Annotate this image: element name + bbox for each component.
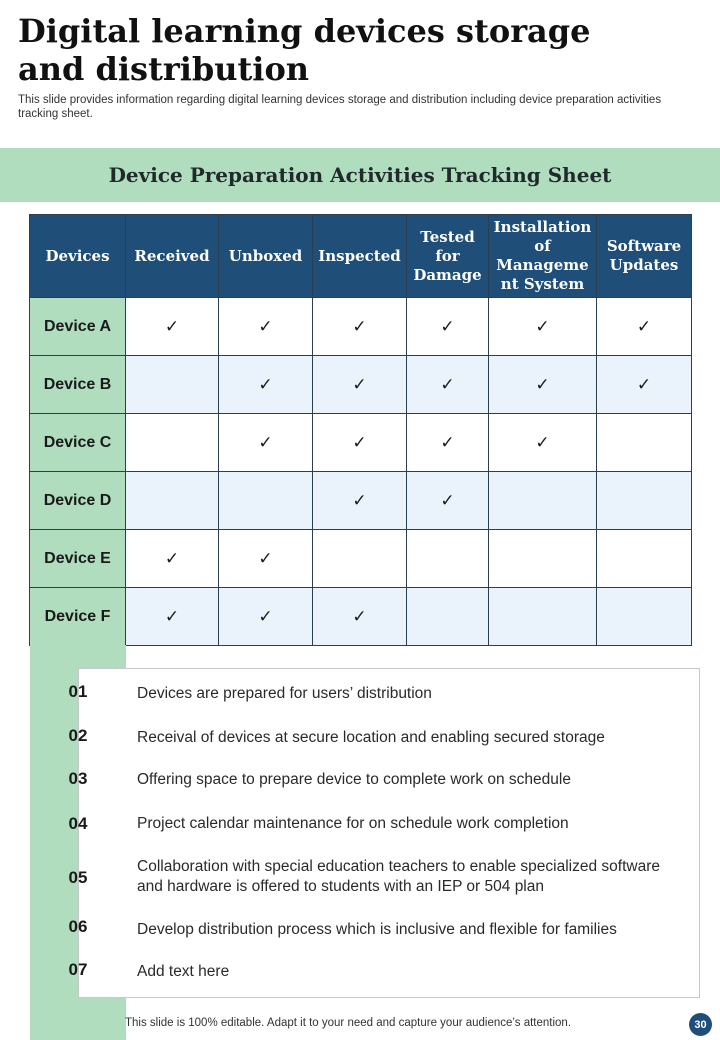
table-header-row	[30, 215, 692, 298]
checkmark-cell: ✓	[126, 530, 219, 588]
list-item-text: Collaboration with special education teachers to enable specialized software and hardware is offered to students with an IEP or 504 plan	[137, 858, 661, 895]
checkmark-cell: ✓	[313, 356, 407, 414]
empty-cell	[597, 530, 692, 588]
checkmark-cell: ✓	[597, 356, 692, 414]
checkmark-cell: ✓	[126, 588, 219, 646]
checkmark-cell: ✓	[219, 356, 313, 414]
empty-cell	[126, 472, 219, 530]
checkmark-cell: ✓	[597, 298, 692, 356]
table-row	[30, 414, 692, 472]
list-item-number: 07	[68, 960, 88, 979]
list-item-number: 01	[68, 682, 88, 701]
table-row	[30, 530, 692, 588]
device-name-cell: Device D	[30, 472, 126, 530]
empty-cell	[407, 588, 489, 646]
footer-editable-note: This slide is 100% editable. Adapt it to your need and capture your audience’s attention.	[125, 1017, 572, 1029]
checkmark-cell: ✓	[407, 414, 489, 472]
list-item-number: 05	[68, 868, 88, 887]
checkmark-cell: ✓	[219, 298, 313, 356]
checkmark-cell: ✓	[219, 588, 313, 646]
checkmark-cell: ✓	[126, 298, 219, 356]
banner-title: Device Preparation Activities Tracking Sheet	[108, 163, 612, 187]
list-item-text: Project calendar maintenance for on schedule work completion	[137, 815, 569, 832]
device-name-cell: Device A	[30, 298, 126, 356]
list-item-text: Offering space to prepare device to complete work on schedule	[137, 771, 571, 788]
empty-cell	[597, 588, 692, 646]
header-devices: Devices	[30, 215, 126, 298]
page-number-badge: 30	[689, 1013, 712, 1036]
checkmark-cell: ✓	[407, 472, 489, 530]
page-subtitle: This slide provides information regarding digital learning devices storage and distribution including device preparation activities tracking sheet.	[18, 94, 662, 120]
device-name-cell: Device C	[30, 414, 126, 472]
device-name-cell: Device F	[30, 588, 126, 646]
list-item-number: 03	[68, 769, 88, 788]
checkmark-cell: ✓	[219, 530, 313, 588]
checkmark-cell: ✓	[489, 356, 597, 414]
checkmark-cell: ✓	[489, 298, 597, 356]
tracking-table	[29, 214, 692, 646]
empty-cell	[597, 414, 692, 472]
header-inspected: Inspected	[313, 215, 407, 298]
page-title: Digital learning devices storage and distribution	[18, 12, 591, 88]
checkmark-cell: ✓	[313, 298, 407, 356]
checkmark-cell: ✓	[489, 414, 597, 472]
list-item-number: 06	[68, 917, 88, 936]
list-item-number: 04	[68, 814, 88, 833]
table-row	[30, 588, 692, 646]
checkmark-cell: ✓	[313, 472, 407, 530]
checkmark-cell: ✓	[313, 588, 407, 646]
table-row	[30, 298, 692, 356]
device-name-cell: Device B	[30, 356, 126, 414]
checkmark-cell: ✓	[407, 356, 489, 414]
header-tested-for-damage: Tested for Damage	[407, 215, 489, 298]
empty-cell	[313, 530, 407, 588]
header-installation-management-system: Installation of Manageme nt System	[489, 215, 597, 298]
list-item-number: 02	[68, 726, 88, 745]
checkmark-cell: ✓	[407, 298, 489, 356]
empty-cell	[489, 588, 597, 646]
header-software-updates: Software Updates	[597, 215, 692, 298]
header-received: Received	[126, 215, 219, 298]
empty-cell	[489, 530, 597, 588]
list-item-text: Add text here	[137, 963, 230, 980]
empty-cell	[489, 472, 597, 530]
list-item-text: Receival of devices at secure location and enabling secured storage	[137, 729, 605, 746]
empty-cell	[407, 530, 489, 588]
empty-cell	[126, 356, 219, 414]
device-name-cell: Device E	[30, 530, 126, 588]
list-item-text: Develop distribution process which is inclusive and flexible for families	[137, 921, 617, 938]
header-unboxed: Unboxed	[219, 215, 313, 298]
empty-cell	[219, 472, 313, 530]
empty-cell	[597, 472, 692, 530]
table-row	[30, 472, 692, 530]
list-item-text: Devices are prepared for users’ distribution	[137, 685, 432, 702]
checkmark-cell: ✓	[219, 414, 313, 472]
empty-cell	[126, 414, 219, 472]
tracking-sheet-banner	[0, 148, 720, 202]
checkmark-cell: ✓	[313, 414, 407, 472]
table-row	[30, 356, 692, 414]
